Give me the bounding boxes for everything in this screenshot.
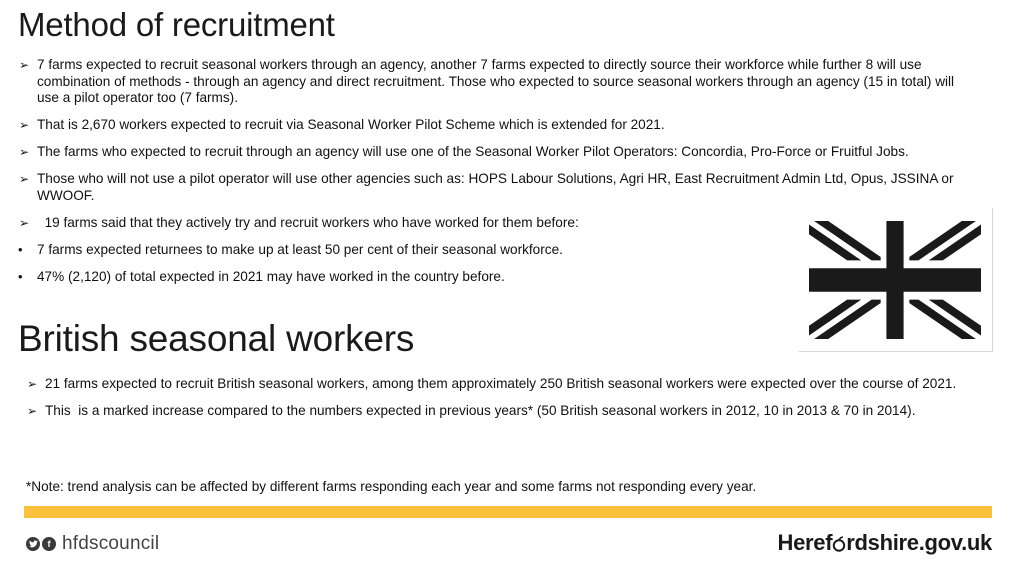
brand-text-part1: Heref [777, 530, 833, 555]
arrow-bullet-icon: ➢ [27, 404, 38, 418]
herefordshire-logo [777, 530, 992, 556]
british-bullet-list [26, 376, 966, 430]
social-handle-text[interactable]: hfdscouncil [62, 533, 160, 554]
list-item [26, 376, 966, 393]
bullet-text: The farms who expected to recruit through an agency will use one of the Seasonal Worker Pilot Operators: Concordia, Pro-Force or Fruitful Jobs. [37, 144, 909, 159]
list-item [18, 117, 978, 134]
footnote: *Note: trend analysis can be affected by different farms responding each year and some farms not responding every year. [26, 479, 757, 494]
list-item [18, 144, 978, 161]
social-handle-block [26, 533, 159, 555]
arrow-bullet-icon: ➢ [19, 118, 30, 132]
bullet-text: 7 farms expected returnees to make up at least 50 per cent of their seasonal workforce. [37, 241, 563, 257]
twitter-icon[interactable] [26, 537, 40, 551]
list-item [18, 57, 978, 107]
brand-text-part2: rdshire.gov.uk [846, 530, 992, 555]
bullet-text: 7 farms expected to recruit seasonal workers through an agency, another 7 farms expected to directly source their workforce while further 8 will use combination of methods - through an agency and direct recruitment. Those who expected to source seasonal workers through an agency (15 in total) will use a pilot operator too (7 farms). [37, 57, 955, 105]
arrow-bullet-icon: ➢ [19, 145, 30, 159]
list-item [18, 171, 978, 204]
bullet-text: This is a marked increase compared to the numbers expected in previous years* (50 British seasonal workers in 2012, 10 in 2013 & 70 in 2014). [45, 403, 916, 418]
accent-divider [24, 506, 992, 518]
union-jack-icon [809, 221, 981, 339]
list-item [26, 403, 966, 420]
arrow-bullet-icon: ➢ [19, 58, 30, 72]
arrow-bullet-icon: ➢ [19, 215, 30, 230]
flag-image-frame [799, 208, 993, 352]
section-title-british: British seasonal workers [18, 318, 415, 359]
bullet-text: 21 farms expected to recruit British seasonal workers, among them approximately 250 British seasonal workers were expected over the course of 2021. [45, 376, 957, 391]
bullet-text: That is 2,670 workers expected to recruit via Seasonal Worker Pilot Scheme which is extended for 2021. [37, 117, 665, 132]
bullet-text: Those who will not use a pilot operator will use other agencies such as: HOPS Labour Solutions, Agri HR, East Recruitment Admin Ltd, Opus, JSSINA or WWOOF. [37, 171, 954, 203]
arrow-bullet-icon: ➢ [19, 172, 30, 186]
bullet-text: 19 farms said that they actively try and recruit workers who have worked for them before: [37, 214, 579, 230]
logo-o-apple-icon [832, 536, 846, 552]
dot-bullet-icon: • [18, 241, 23, 257]
arrow-bullet-icon: ➢ [27, 377, 38, 391]
facebook-icon[interactable]: f [42, 537, 56, 551]
bullet-text: 47% (2,120) of total expected in 2021 may have worked in the country before. [37, 268, 505, 284]
dot-bullet-icon: • [18, 268, 23, 284]
section-title-method: Method of recruitment [18, 6, 335, 43]
